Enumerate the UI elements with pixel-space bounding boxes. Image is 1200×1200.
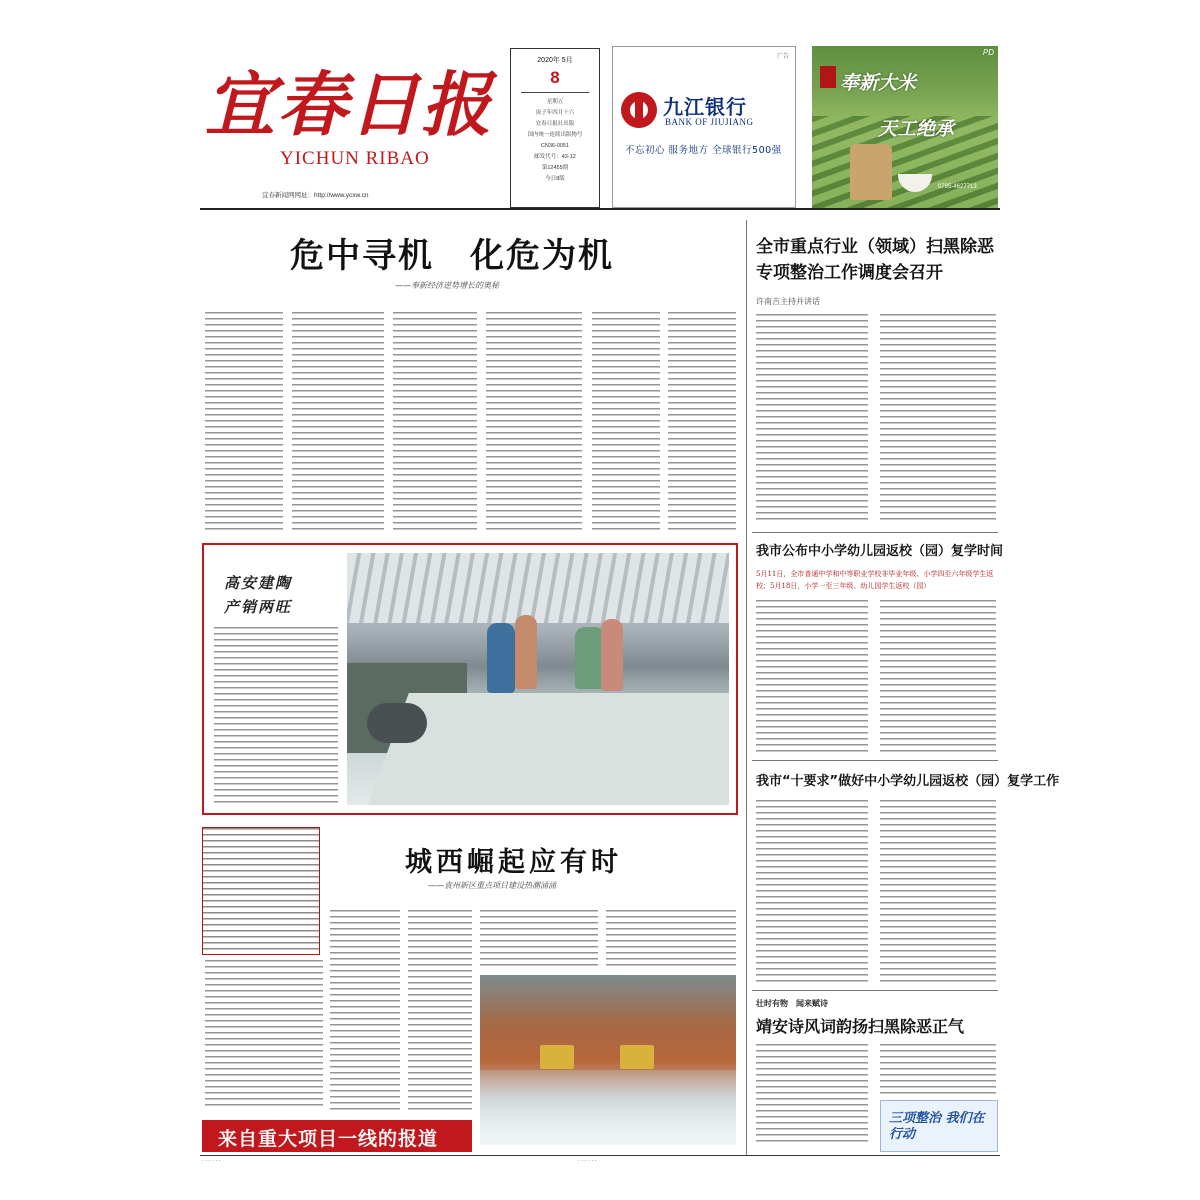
story2-body-col-1	[756, 600, 868, 752]
story2-headline[interactable]: 我市公布中小学幼儿园返校（园）复学时间	[756, 544, 1004, 559]
bank-advertisement[interactable]	[612, 46, 796, 208]
factory-photo[interactable]	[347, 553, 729, 805]
truck-figure	[540, 1045, 574, 1069]
story4-kicker: 壮时有物 闻来赋诗	[756, 998, 828, 1008]
newspaper-logo[interactable]	[205, 60, 495, 180]
date-day: 8	[550, 68, 560, 87]
series-banner[interactable]	[202, 1120, 472, 1152]
story5-body-col-3	[408, 910, 472, 1110]
date-box	[510, 48, 600, 208]
page-footer	[200, 1155, 1000, 1165]
issue-info-6: 邮发代号：43-12	[534, 154, 576, 160]
story3-headline[interactable]: 我市“十要求”做好中小学幼儿园返校（园）复学工作	[756, 774, 1060, 789]
story3-body-col-2	[880, 800, 996, 982]
motor	[367, 703, 427, 743]
photo-story-title-line-2: 产销两旺	[224, 598, 293, 616]
story5-body-col-4	[480, 910, 598, 968]
story2-body-col-2	[880, 600, 996, 752]
issue-info-4: 国内统一连续出版物号	[527, 132, 583, 138]
worker-figure	[601, 619, 623, 691]
lead-subheadline: ——奉新经济逆势增长的奥秘	[395, 281, 499, 290]
issue-info-1: 星期五	[546, 99, 564, 105]
bank-name-english: BANK OF JIUJIANG	[665, 117, 754, 127]
series-banner-label: 来自重大项目一线的报道	[218, 1128, 439, 1150]
newspaper-page	[200, 40, 1060, 1165]
story3-body-col-1	[756, 800, 868, 982]
logo-english: YICHUN RIBAO	[280, 148, 430, 169]
story5-body-col-2	[330, 910, 400, 1110]
story1-subheadline: 许南吉主持并讲话	[756, 297, 820, 306]
rice-slogan-2: 天工绝承	[878, 118, 955, 140]
story2-intro: 5月11日，全市普通中学和中等职业学校非毕业年级、小学四至六年级学生返校；5月18日，小学一至三年级、幼儿园学生返校（园）	[756, 570, 994, 590]
photo-story-title[interactable]	[224, 571, 292, 619]
ad-tag: 广告	[776, 54, 789, 60]
bank-slogan: 不忘初心 服务地方 全球银行500强	[625, 145, 782, 156]
lead-headline[interactable]: 危中寻机 化危为机	[290, 236, 614, 276]
photo-story-body	[214, 627, 338, 807]
date-month: 2020年 5月	[537, 57, 573, 64]
lead-body-col-2	[292, 312, 384, 530]
issue-info-7: 第12455期	[541, 165, 569, 171]
story4-body-col-1	[756, 1044, 868, 1146]
rice-advertisement[interactable]	[812, 46, 998, 208]
construction-photo[interactable]	[480, 975, 736, 1145]
bank-logo-icon	[621, 92, 657, 128]
sidebar-note	[202, 827, 320, 955]
lead-body-col-3	[393, 312, 477, 530]
ad-tag: PD	[982, 48, 994, 57]
photo-story-title-line-1: 高安建陶	[224, 574, 293, 592]
photo-story-box	[202, 543, 738, 815]
second-subheadline: ——袁州新区重点项目建设热潮涌涌	[428, 881, 556, 890]
issue-info-2: 庚子年四月十六	[535, 110, 575, 116]
rice-bag-icon	[850, 144, 892, 200]
truck-figure	[620, 1045, 654, 1069]
seal-icon	[820, 66, 836, 88]
campaign-badge[interactable]	[880, 1100, 998, 1152]
story1-body-col-1	[756, 314, 868, 524]
rice-slogan-1: 奉新大米	[840, 72, 917, 94]
campaign-badge-text: 三项整治 我们在行动	[889, 1111, 985, 1142]
section-divider	[752, 760, 998, 761]
lead-body-col-4	[486, 312, 582, 530]
worker-figure	[515, 615, 537, 689]
logo-chinese: 宜春日报	[205, 63, 493, 146]
story4-body-col-2	[880, 1044, 996, 1094]
story1-headline-b[interactable]: 专项整治工作调度会召开	[756, 263, 943, 283]
column-divider	[746, 220, 747, 1155]
story5-body-col-5	[606, 910, 736, 968]
lead-body-col-5	[592, 312, 660, 530]
divider	[521, 92, 589, 93]
masthead	[200, 40, 1000, 210]
story1-body-col-2	[880, 314, 996, 524]
second-headline[interactable]: 城西崛起应有时	[405, 847, 622, 878]
issue-info-5: CN36-0051	[540, 143, 570, 149]
story5-body-col-1	[205, 960, 323, 1110]
section-divider	[752, 532, 998, 533]
website-address: 宜春新闻网网址：http://www.ycxw.cn	[262, 192, 369, 199]
story4-headline[interactable]: 靖安诗风词韵扬扫黑除恶正气	[756, 1017, 965, 1036]
ad-phone: 0795-4627713	[938, 184, 977, 190]
section-divider	[752, 990, 998, 991]
story1-headline-a[interactable]: 全市重点行业（领域）扫黑除恶	[756, 237, 994, 257]
footer-weather: · · · · · ·	[202, 1158, 221, 1164]
footer-contact: · · · · · ·	[578, 1158, 597, 1164]
worker-figure	[487, 623, 515, 693]
bank-name: 九江银行	[663, 95, 747, 119]
lead-body-col-6	[668, 312, 736, 530]
mist-spray	[480, 1070, 736, 1145]
factory-roof	[347, 553, 729, 623]
lead-body-col-1	[205, 312, 283, 530]
issue-info-3: 宜春日报社出版	[535, 121, 575, 127]
issue-info-8: 今日8版	[545, 176, 565, 182]
